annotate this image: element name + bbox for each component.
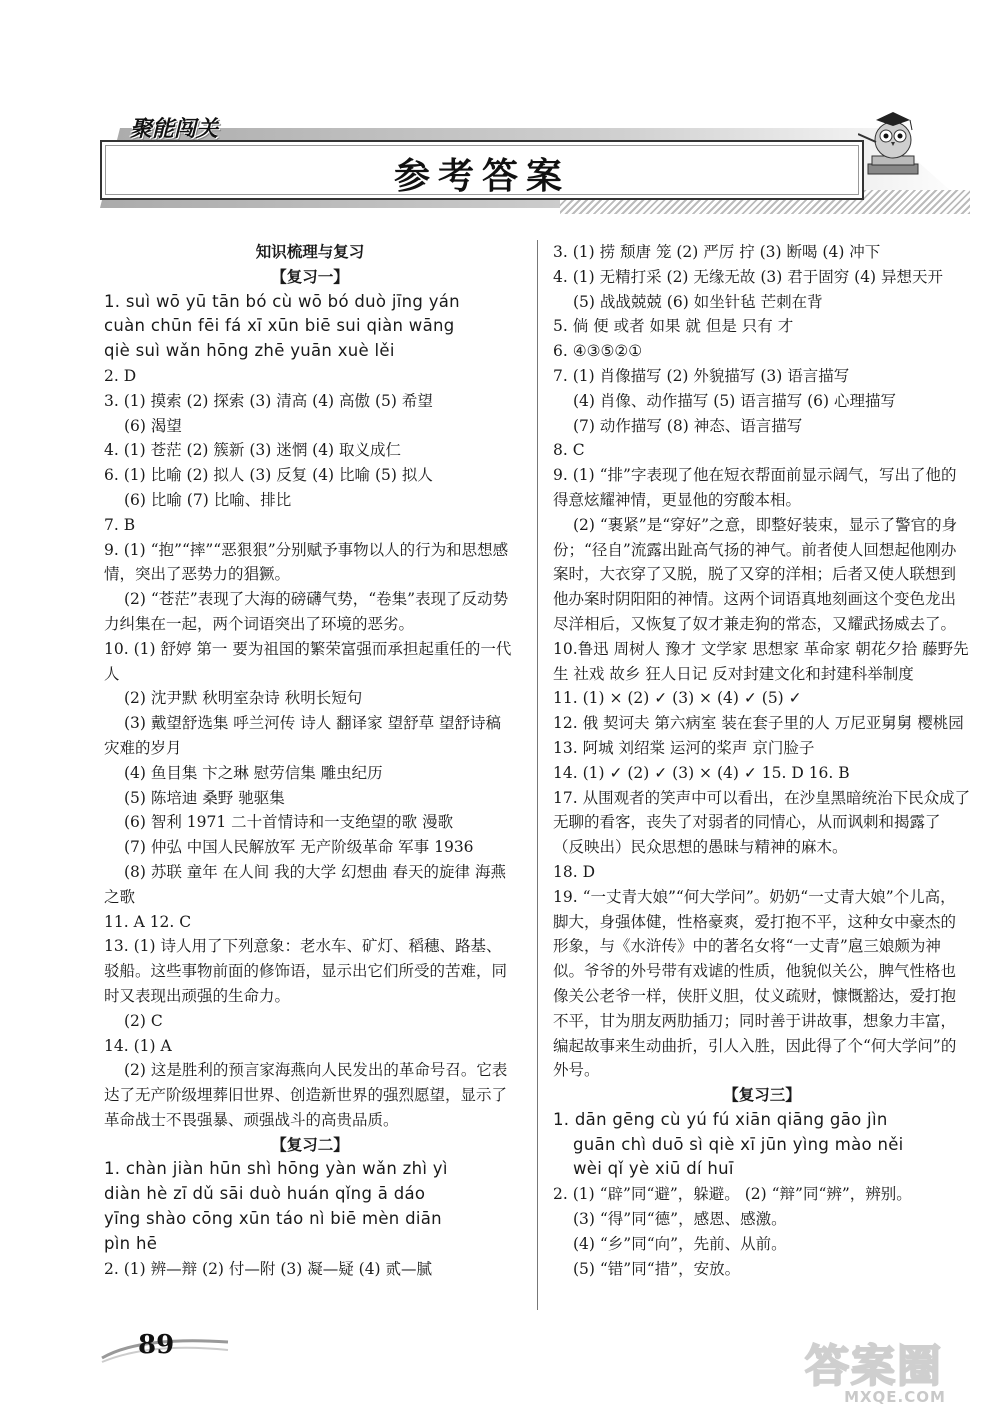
- left-answer-line: cuàn chūn fēi fá xī xūn biē sui qiàn wāng: [104, 316, 455, 336]
- left-answer-line: 7. B: [104, 515, 136, 534]
- column-divider: [537, 240, 538, 1310]
- right-answer-line: 1. dān gēng cù yú fú xiān qiāng gāo jìn: [553, 1109, 888, 1129]
- left-answer-line: 10. (1) 舒婷 第一 要为祖国的繁荣富强而承担起重任的一代人: [104, 639, 512, 683]
- right-answer-line: 【复习三】: [723, 1086, 801, 1105]
- right-answer-line: (3) “得”同“德”，感恩、感激。: [573, 1210, 787, 1229]
- left-answer-line: 11. A 12. C: [104, 912, 192, 931]
- right-answer-line: 2. (1) “辟”同“避”，躲避。 (2) “辩”同“辨”，辨别。: [553, 1185, 912, 1204]
- right-answer-line: 7. (1) 肖像描写 (2) 外貌描写 (3) 语言描写: [553, 366, 850, 385]
- left-answer-line: (6) 渴望: [124, 416, 182, 435]
- left-answer-line: 14. (1) A: [104, 1036, 172, 1055]
- left-answer-line: 2. (1) 辨—辩 (2) 付—附 (3) 凝—疑 (4) 贰—腻: [104, 1259, 433, 1278]
- right-answer-line: 18. D: [553, 862, 596, 881]
- left-answer-line: (3) 戴望舒选集 呼兰河传 诗人 翻译家 望舒草 望舒诗稿 灾难的岁月: [104, 714, 502, 757]
- left-answer-line: yīng shào cōng xūn táo nì biē mèn diān: [104, 1209, 442, 1229]
- right-answer-line: 11. (1) × (2) ✓ (3) × (4) ✓ (5) ✓: [553, 689, 802, 708]
- left-answer-line: (2) “苍茫”表现了大海的磅礴气势，“卷集”表现了反动势力纠集在一起，两个词语突出了环境的恶劣。: [104, 590, 509, 633]
- left-column: [104, 240, 516, 1281]
- right-answer-line: (5) 战战兢兢 (6) 如坐针毡 芒刺在背: [573, 292, 823, 311]
- left-answer-line: (4) 鱼目集 卞之琳 慰劳信集 雕虫纪历: [124, 763, 383, 782]
- left-answer-line: 3. (1) 摸索 (2) 探索 (3) 清高 (4) 高傲 (5) 希望: [104, 391, 433, 410]
- left-answer-line: 【复习二】: [271, 1135, 349, 1154]
- right-answer-line: 6. ④③⑤②①: [553, 342, 643, 361]
- watermark-site: MXQE.COM: [844, 1388, 946, 1406]
- left-answer-line: (2) C: [124, 1011, 163, 1030]
- left-answer-line: (2) 沈尹默 秋明室杂诗 秋明长短句: [124, 689, 363, 708]
- right-column: [553, 240, 971, 1281]
- left-answer-line: 13. (1) 诗人用了下列意象：老水车、矿灯、稻穗、路基、驳船。这些事物前面的修饰语，显示出它们所受的苦难，同时又表现出顽强的生命力。: [104, 937, 508, 1005]
- right-answer-line: 4. (1) 无精打采 (2) 无缘无故 (3) 君于固穷 (4) 异想天开: [553, 267, 944, 286]
- left-answer-line: (7) 仲弘 中国人民解放军 无产阶级革命 军事 1936: [124, 838, 474, 857]
- right-answer-line: 14. (1) ✓ (2) ✓ (3) × (4) ✓ 15. D 16. B: [553, 763, 850, 782]
- left-answer-line: 9. (1) “抱”“摔”“恶狠狠”分别赋予事物以人的行为和思想感情，突出了恶势力的猖獗。: [104, 540, 509, 584]
- right-answer-line: 3. (1) 捞 颓唐 笼 (2) 严厉 拧 (3) 断喝 (4) 冲下: [553, 243, 881, 261]
- left-answer-line: 1. chàn jiàn hūn shì hōng yàn wǎn zhì yì: [104, 1159, 448, 1179]
- right-answer-line: 10.鲁迅 周树人 豫才 文学家 思想家 革命家 朝花夕拾 藤野先生 社戏 故乡 狂人日记 反对封建文化和封建科举制度: [553, 639, 969, 683]
- right-answer-line: 19. “一丈青大娘”“何大学问”。奶奶“一丈青大娘”个儿高，脚大，身强体健，性格豪爽，爱打抱不平，这种女中豪杰的形象，与《水浒传》中的著名女将“一丈青”扈三娘颇为神似。爷爷的外号带有戏谑的性质，他貌似关公，脾气性格也像关公老爷一样，侠肝义胆，仗义疏财，慷慨豁达，爱打抱不平，甘为朋友两肋插刀；同时善于讲故事，想象力丰富，编起故事来生动曲折，引人入胜，因此得了个“何大学问”的外号。: [553, 887, 957, 1080]
- right-answer-line: 8. C: [553, 441, 585, 460]
- right-answer-line: 9. (1) “排”字表现了他在短衣帮面前显示阔气，写出了他的得意炫耀神情，更显他的穷酸本相。: [553, 466, 957, 509]
- right-answer-line: guān chì duō sì qiè xī jūn yìng mào něi: [573, 1134, 904, 1154]
- right-answer-line: (7) 动作描写 (8) 神态、语言描写: [573, 416, 803, 435]
- right-answer-line: 17. 从围观者的笑声中可以看出，在沙皇黑暗统治下民众成了无聊的看客，丧失了对弱者的同情心，从而讽刺和揭露了（反映出）民众思想的愚昧与精神的麻木。: [553, 788, 971, 857]
- right-answer-line: 13. 阿城 刘绍棠 运河的桨声 京门脸子: [553, 738, 815, 757]
- left-answer-line: (2) 这是胜利的预言家海燕向人民发出的革命号召。它表达了无产阶级埋葬旧世界、创造新世界的强烈愿望，显示了革命战士不畏强暴、顽强战斗的高贵品质。: [104, 1061, 508, 1129]
- left-answer-line: 6. (1) 比喻 (2) 拟人 (3) 反复 (4) 比喻 (5) 拟人: [104, 466, 433, 485]
- right-answer-line: (4) “乡”同“向”，先前、从前。: [573, 1234, 787, 1253]
- left-answer-line: diàn hè zī dǔ sāi duò huán qǐng ā dáo: [104, 1184, 426, 1204]
- page-number: 89: [138, 1330, 175, 1360]
- left-answer-line: (6) 比喻 (7) 比喻、排比: [124, 490, 292, 509]
- left-answer-line: 1. suì wō yū tān bó cù wō bó duò jīng yán: [104, 291, 460, 311]
- left-answer-line: (6) 智利 1971 二十首情诗和一支绝望的歌 漫歌: [124, 813, 454, 832]
- page-title: 参考答案: [393, 155, 570, 197]
- right-answer-line: (2) “裹紧”是“穿好”之意，即整好装束，显示了警官的身份；“径自”流露出趾高气扬的神气。前者使人回想起他刚办案时，大衣穿了又脱，脱了又穿的洋相；后者又使人联想到他办案时阴阳阳的神情。这两个词语真地刻画这个变色龙出尽洋相后，又恢复了奴才兼走狗的常态，又耀武扬威去了。: [553, 515, 958, 633]
- right-answer-line: 5. 倘 便 或者 如果 就 但是 只有 才: [553, 317, 794, 336]
- brand-logo: 聚能闯关: [130, 117, 219, 142]
- left-answer-line: (5) 陈培迪 桑野 驰驱集: [124, 788, 285, 807]
- right-answer-line: (5) “错”同“措”，安放。: [573, 1259, 741, 1278]
- left-answer-line: 【复习一】: [271, 267, 349, 286]
- watermark-logo: 答案圈: [805, 1341, 943, 1392]
- left-answer-line: qiè suì wǎn hōng zhē yuān xuè lěi: [104, 341, 395, 361]
- title-box: [100, 140, 864, 200]
- left-answer-line: 2. D: [104, 366, 137, 385]
- left-answer-line: 知识梳理与复习: [255, 243, 365, 261]
- left-answer-line: 4. (1) 苍茫 (2) 簇新 (3) 迷惘 (4) 取义成仁: [104, 441, 402, 460]
- right-answer-line: 12. 俄 契诃夫 第六病室 装在套子里的人 万尼亚舅舅 樱桃园: [553, 714, 964, 733]
- right-answer-line: wèi qǐ yè xiū dí huī: [573, 1159, 734, 1179]
- left-answer-line: pìn hē: [104, 1233, 158, 1253]
- left-answer-line: (8) 苏联 童年 在人间 我的大学 幻想曲 春天的旋律 海燕之歌: [104, 862, 506, 906]
- owl-mascot-icon: [858, 104, 928, 182]
- right-answer-line: (4) 肖像、动作描写 (5) 语言描写 (6) 心理描写: [573, 391, 897, 410]
